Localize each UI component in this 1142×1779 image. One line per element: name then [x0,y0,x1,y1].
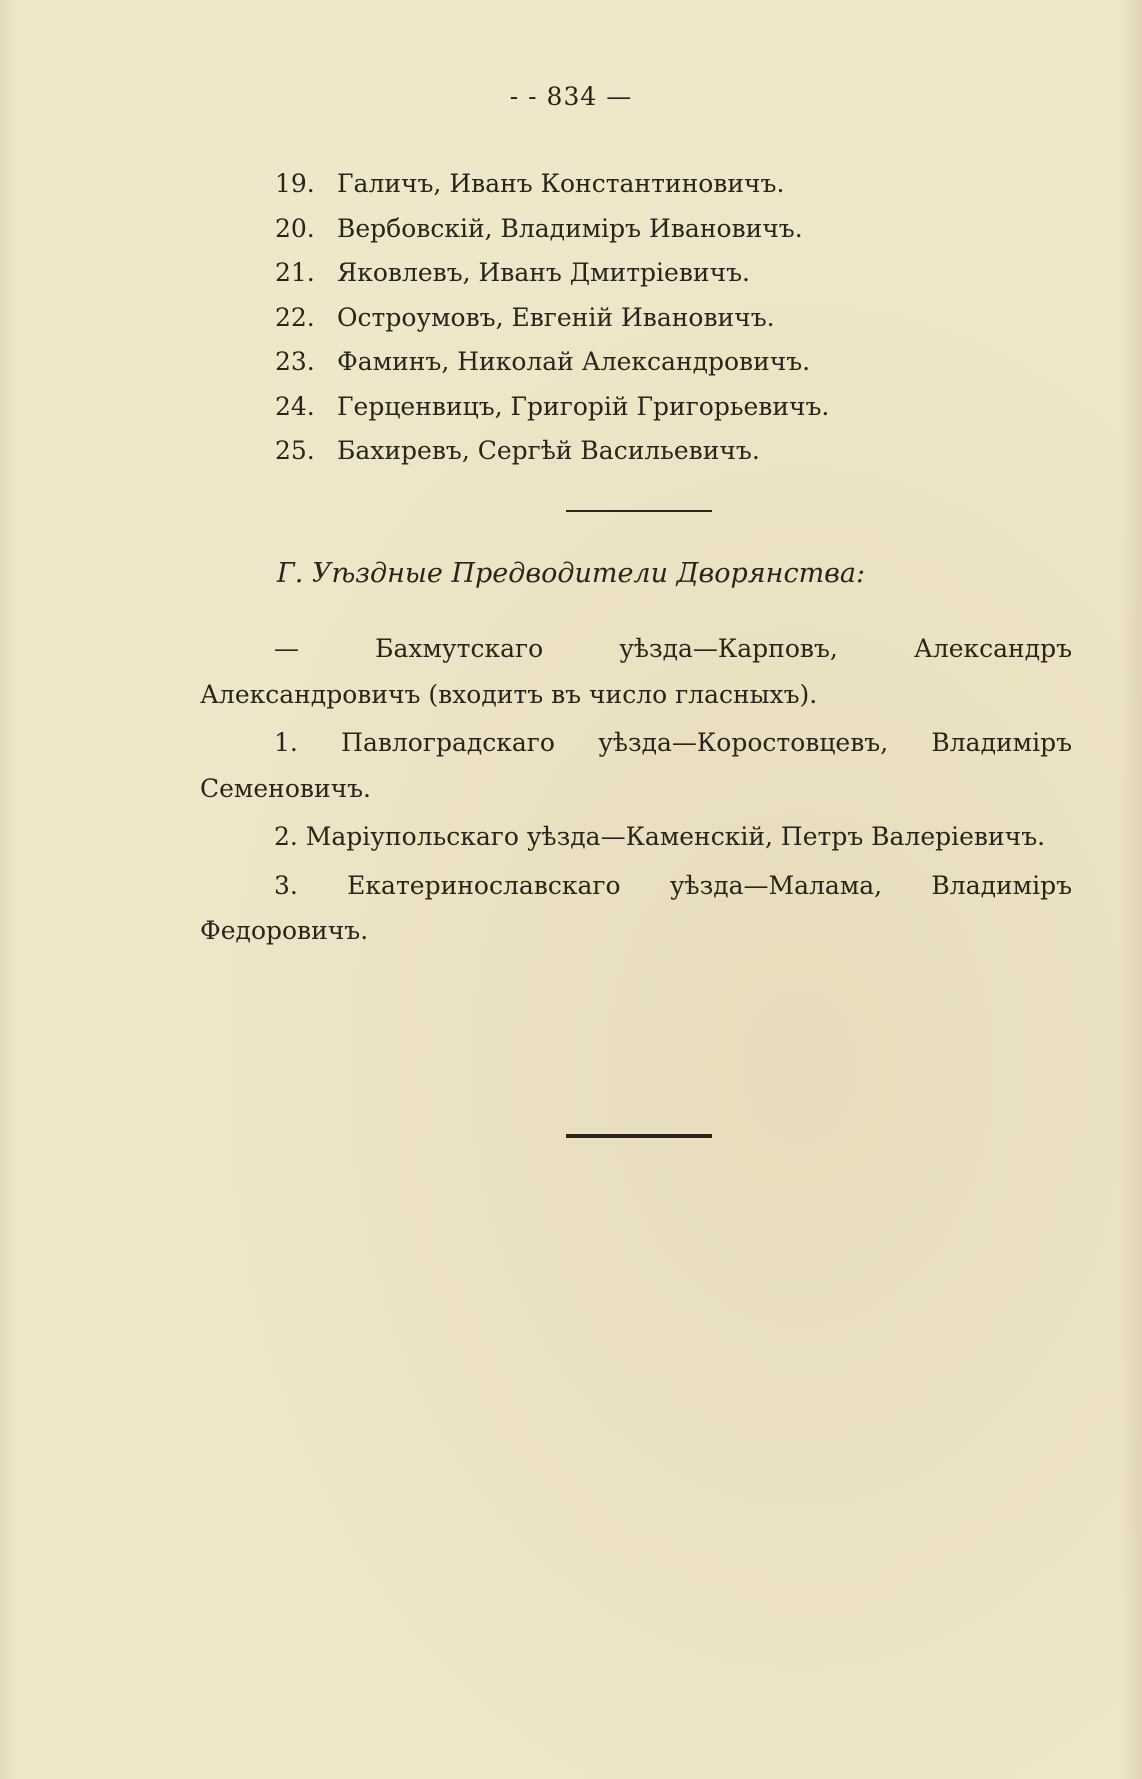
item-number: 19. [275,169,315,198]
member-name: Галичъ, Иванъ Константиновичъ. [337,169,785,198]
section-divider [566,510,712,512]
entry-paragraph: 3. Екатеринославскаго уѣзда—Малама, Владиміръ Федоровичъ. [200,870,1072,945]
item-number: 25. [275,436,315,465]
member-name: Герценвицъ, Григорій Григорьевичъ. [337,391,830,421]
member-name: Вербовскій, Владиміръ Ивановичъ. [337,213,803,243]
list-item [275,429,829,474]
entry-paragraph: 1. Павлоградскаго уѣзда—Коростовцевъ, Владиміръ Семеновичъ. [200,728,1072,803]
member-name: Остроумовъ, Евгеній Ивановичъ. [337,302,775,332]
member-name: Яковлевъ, Иванъ Дмитріевичъ. [337,258,750,287]
entry-paragraph: 2. Маріупольскаго уѣзда—Каменскій, Петръ Валеріевичъ. [274,822,1046,851]
members-list [275,162,829,474]
list-item [275,207,829,252]
entries-block [200,626,1072,957]
list-item [275,251,829,296]
member-name: Фаминъ, Николай Александровичъ. [337,347,811,376]
list-item [275,296,829,341]
item-number: 24. [275,391,315,421]
item-number: 21. [275,258,315,287]
entry-paragraph: — Бахмутскаго уѣзда—Карповъ, Александръ Александровичъ (входитъ въ число гласныхъ). [200,634,1072,709]
end-rule [566,1134,712,1138]
item-number: 20. [275,213,315,243]
list-item [275,340,829,385]
section-heading: Г. Уѣздные Предводители Дворянства: [276,558,866,589]
list-item [275,162,829,207]
list-item [275,385,829,430]
item-number: 23. [275,347,315,376]
member-name: Бахиревъ, Сергѣй Васильевичъ. [337,436,760,465]
page-number: - - 834 — [509,82,633,111]
item-number: 22. [275,302,315,332]
